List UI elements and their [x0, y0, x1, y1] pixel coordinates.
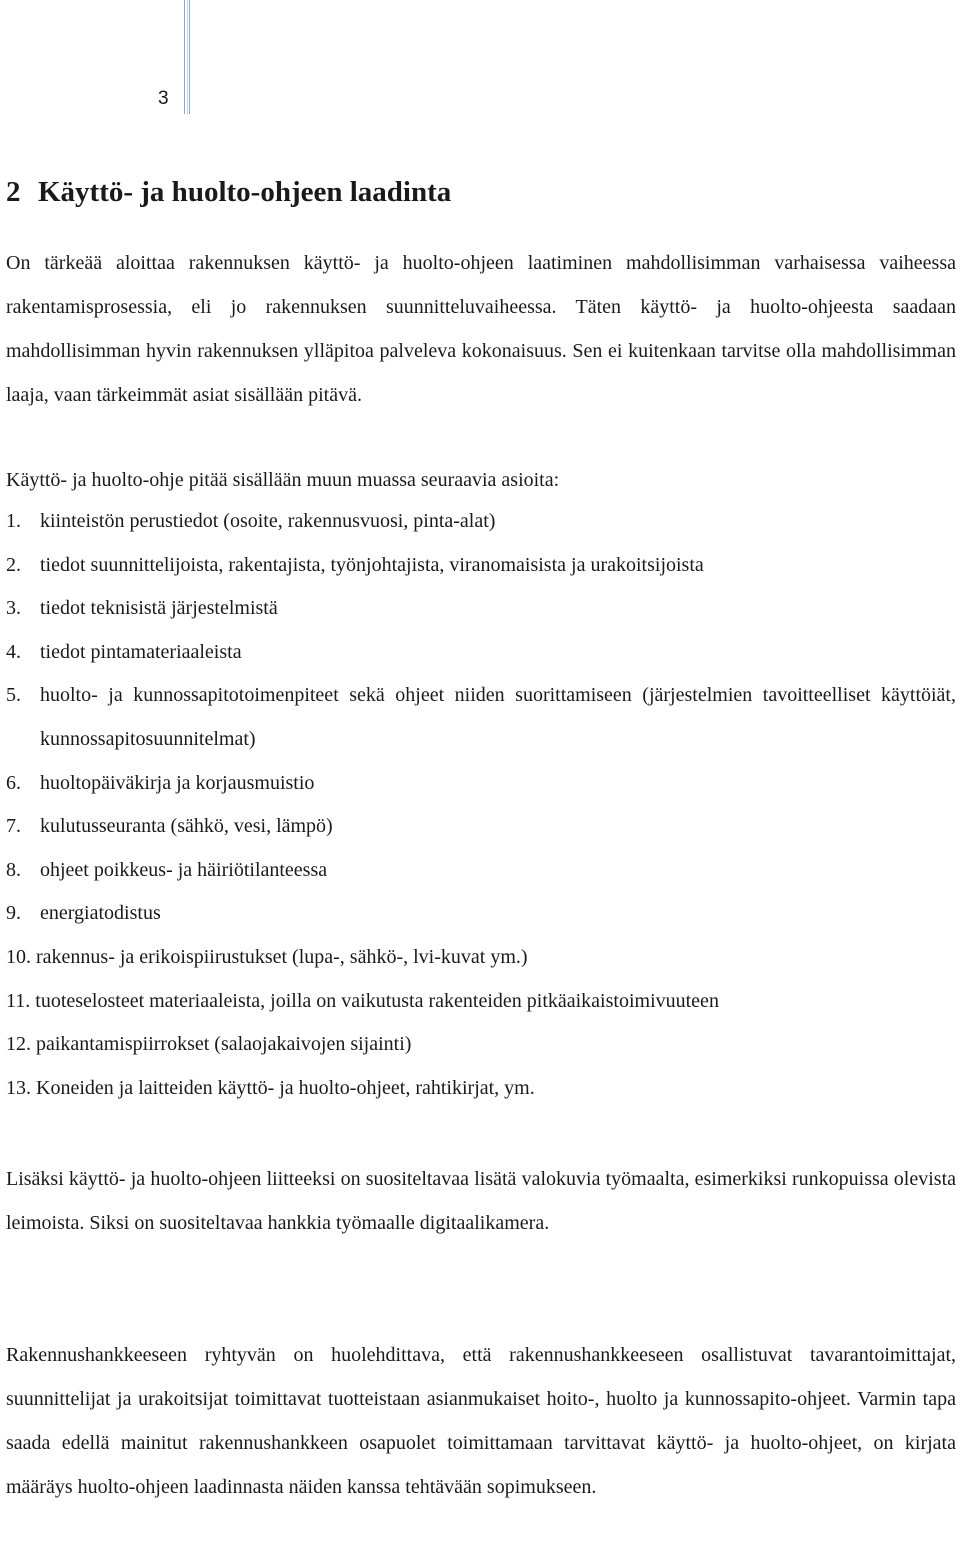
list-item-text: energiatodistus — [40, 902, 161, 925]
list-item — [6, 674, 956, 761]
section-title: Käyttö- ja huolto-ohjeen laadinta — [38, 176, 452, 208]
list-item — [6, 587, 956, 631]
list-item-number: 9. — [6, 902, 21, 925]
contents-list — [6, 500, 956, 1110]
list-item-text: rakennus- ja erikoispiirustukset (lupa-, sähkö-, lvi-kuvat ym.) — [36, 945, 528, 968]
list-item-text: paikantamispiirrokset (salaojakaivojen sijainti) — [36, 1033, 412, 1056]
list-item-number: 3. — [6, 597, 21, 620]
list-item — [6, 500, 956, 544]
paragraph-contracts: Rakennushankkeeseen ryhtyvän on huolehdittava, että rakennushankkeeseen osallistuvat tavarantoimittajat, suunnittelijat ja urakoitsijat toimittavat tuotteistaan asianmukaiset hoito-, huolto ja kunnossapito-ohjeet. Varmin tapa saada edellä mainitut rakennushankkeen osapuolet toimittamaan tarvittavat käyttö- ja huolto-ohjeet, on kirjata määräys huolto-ohjeen laadinnasta näiden kanssa tehtävään sopimukseen. — [6, 1344, 956, 1498]
list-item — [6, 892, 956, 936]
header-rule-line-2 — [187, 0, 188, 114]
list-item-number: 6. — [6, 771, 21, 794]
section-heading — [6, 176, 451, 209]
section-number: 2 — [6, 176, 21, 208]
list-item-number: 4. — [6, 640, 21, 663]
list-item-text: tiedot pintamateriaaleista — [40, 640, 242, 663]
list-item — [6, 762, 956, 806]
list-item — [6, 1023, 956, 1067]
header-rule-line-3 — [189, 0, 190, 114]
list-item-text: tiedot teknisistä järjestelmistä — [40, 597, 278, 620]
list-item-number: 11. — [6, 989, 31, 1012]
list-item-number: 13. — [6, 1076, 31, 1099]
list-item-number: 2. — [6, 553, 21, 576]
list-item-text: ohjeet poikkeus- ja häiriötilanteessa — [40, 858, 328, 881]
paragraph-intro: On tärkeää aloittaa rakennuksen käyttö- ja huolto-ohjeen laatiminen mahdollisimman varhaisessa vaiheessa rakentamisprosessia, eli jo rakennuksen suunnitteluvaiheessa. Täten käyttö- ja huolto-ohjeesta saadaan mahdollisimman hyvin rakennuksen ylläpitoa palveleva kokonaisuus. Sen ei kuitenkaan tarvitse olla mahdollisimman laaja, vaan tärkeimmät asiat sisällään pitävä. — [6, 252, 956, 406]
list-item-number: 8. — [6, 858, 21, 881]
list-item-text: tiedot suunnittelijoista, rakentajista, työnjohtajista, viranomaisista ja urakoitsijoista — [40, 553, 704, 576]
list-item — [6, 805, 956, 849]
list-item-text: huolto- ja kunnossapitotoimenpiteet sekä ohjeet niiden suorittamiseen (järjestelmien tavoitteelliset käyttöiät, kunnossapitosuunnitelmat) — [40, 684, 956, 750]
header-rule-line-1 — [184, 0, 185, 114]
list-item — [6, 1067, 956, 1111]
list-item-number: 12. — [6, 1033, 31, 1056]
list-item-text: kiinteistön perustiedot (osoite, rakennusvuosi, pinta-alat) — [40, 510, 496, 532]
list-intro: Käyttö- ja huolto-ohje pitää sisällään muun muassa seuraavia asioita: — [6, 469, 560, 491]
list-item — [6, 544, 956, 588]
list-item — [6, 631, 956, 675]
list-item-number: 5. — [6, 684, 21, 707]
list-item-text: Koneiden ja laitteiden käyttö- ja huolto-ohjeet, rahtikirjat, ym. — [36, 1076, 535, 1099]
list-item-number: 10. — [6, 945, 31, 968]
list-item-number: 1. — [6, 510, 21, 532]
list-item — [6, 936, 956, 980]
list-item-number: 7. — [6, 815, 21, 838]
list-item — [6, 980, 956, 1024]
list-item-text: tuoteselosteet materiaaleista, joilla on vaikutusta rakenteiden pitkäaikaistoimivuuteen — [35, 989, 719, 1012]
list-item-text: kulutusseuranta (sähkö, vesi, lämpö) — [40, 815, 333, 838]
list-item-text: huoltopäiväkirja ja korjausmuistio — [40, 771, 315, 794]
list-item — [6, 849, 956, 893]
header-rule — [184, 0, 190, 114]
page-number: 3 — [158, 88, 169, 109]
paragraph-photos: Lisäksi käyttö- ja huolto-ohjeen liitteeksi on suositeltavaa lisätä valokuvia työmaalta, esimerkiksi runkopuissa olevista leimoista. Siksi on suositeltavaa hankkia työmaalle digitaalikamera. — [6, 1168, 956, 1234]
